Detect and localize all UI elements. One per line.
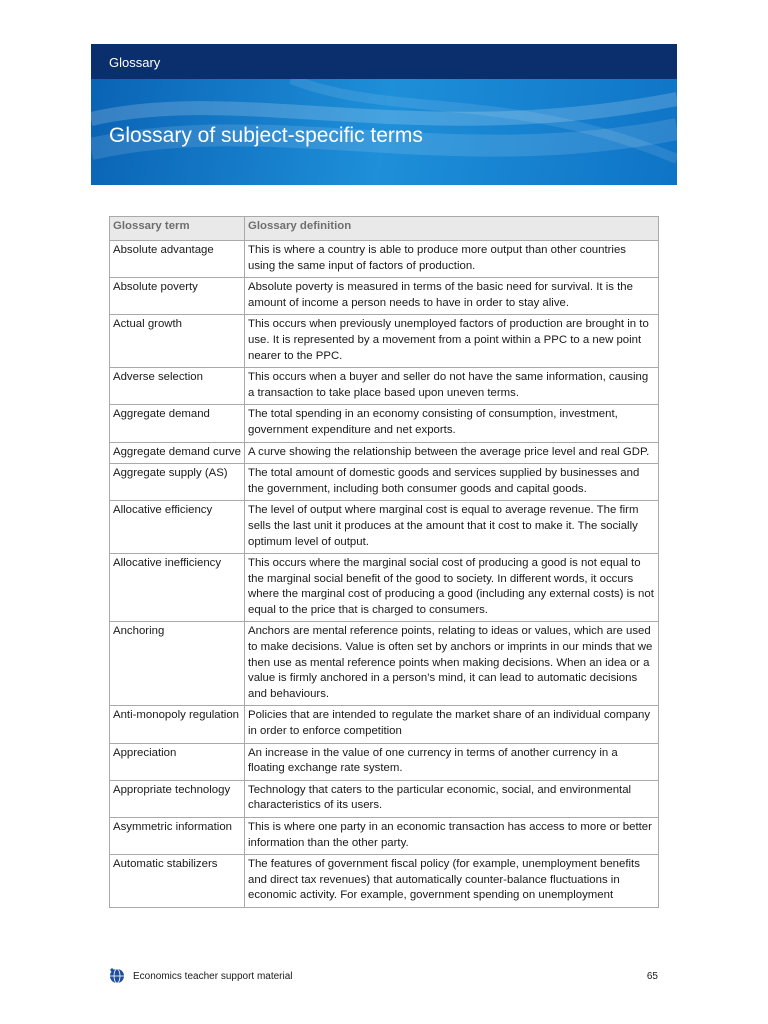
glossary-term-cell: Appreciation — [110, 743, 245, 780]
glossary-term-cell: Absolute advantage — [110, 241, 245, 278]
glossary-definition-cell: A curve showing the relationship between the average price level and real GDP. — [245, 442, 659, 464]
glossary-term-cell: Asymmetric information — [110, 818, 245, 855]
table-row — [110, 501, 659, 554]
table-row — [110, 706, 659, 743]
glossary-definition-cell: The total spending in an economy consisting of consumption, investment, government expenditure and net exports. — [245, 405, 659, 442]
table-row — [110, 554, 659, 622]
glossary-table — [109, 216, 659, 908]
glossary-definition-cell: The level of output where marginal cost is equal to average revenue. The firm sells the last unit it produces at the amount that it cost to make it. The socially optimum level of output. — [245, 501, 659, 554]
footer-title: Economics teacher support material — [133, 971, 293, 982]
glossary-definition-cell: This occurs when a buyer and seller do not have the same information, causing a transaction to take place based upon uneven terms. — [245, 368, 659, 405]
glossary-body — [110, 241, 659, 908]
table-row — [110, 780, 659, 817]
table-row — [110, 368, 659, 405]
table-row — [110, 622, 659, 706]
glossary-definition-cell: Policies that are intended to regulate the market share of an individual company in order to enforce competition — [245, 706, 659, 743]
glossary-term-cell: Aggregate supply (AS) — [110, 464, 245, 501]
glossary-term-cell: Automatic stabilizers — [110, 855, 245, 908]
glossary-term-cell: Appropriate technology — [110, 780, 245, 817]
glossary-definition-cell: This occurs when previously unemployed factors of production are brought in to use. It is represented by a movement from a point within a PPC to a new point nearer to the PPC. — [245, 315, 659, 368]
glossary-definition-cell: This is where one party in an economic transaction has access to more or better information than the other party. — [245, 818, 659, 855]
column-header-term: Glossary term — [110, 217, 245, 241]
column-header-definition: Glossary definition — [245, 217, 659, 241]
page-footer — [108, 966, 658, 986]
glossary-definition-cell: The total amount of domestic goods and services supplied by businesses and the government, including both consumer goods and capital goods. — [245, 464, 659, 501]
glossary-term-cell: Adverse selection — [110, 368, 245, 405]
glossary-definition-cell: This is where a country is able to produce more output than other countries using the same input of factors of production. — [245, 241, 659, 278]
glossary-definition-cell: Anchors are mental reference points, relating to ideas or values, which are used to make decisions. Value is often set by anchors or imprints in our minds that we then use as mental reference points when making decisions. When an idea or a value is firmly anchored in a person’s mind, it can lead to automatic decisions and behaviours. — [245, 622, 659, 706]
table-row — [110, 315, 659, 368]
table-row — [110, 442, 659, 464]
table-row — [110, 278, 659, 315]
table-row — [110, 855, 659, 908]
table-row — [110, 818, 659, 855]
table-row — [110, 743, 659, 780]
glossary-definition-cell: Absolute poverty is measured in terms of the basic need for survival. It is the amount of income a person needs to have in order to stay alive. — [245, 278, 659, 315]
glossary-definition-cell: Technology that caters to the particular economic, social, and environmental characteristics of its users. — [245, 780, 659, 817]
table-header-row — [110, 217, 659, 241]
glossary-term-cell: Allocative efficiency — [110, 501, 245, 554]
page-title: Glossary of subject-specific terms — [109, 124, 423, 147]
glossary-term-cell: Aggregate demand — [110, 405, 245, 442]
page-number: 65 — [646, 971, 658, 982]
glossary-definition-cell: The features of government fiscal policy (for example, unemployment benefits and direct tax revenues) that automatically counter-balance fluctuations in economic activity. For example, government spending on unemployment — [245, 855, 659, 908]
table-row — [110, 241, 659, 278]
glossary-term-cell: Aggregate demand curve — [110, 442, 245, 464]
glossary-term-cell: Anchoring — [110, 622, 245, 706]
glossary-term-cell: Anti-monopoly regulation — [110, 706, 245, 743]
glossary-definition-cell: An increase in the value of one currency in terms of another currency in a floating exchange rate system. — [245, 743, 659, 780]
glossary-term-cell: Actual growth — [110, 315, 245, 368]
glossary-term-cell: Absolute poverty — [110, 278, 245, 315]
table-row — [110, 464, 659, 501]
section-label: Glossary — [109, 55, 161, 70]
glossary-term-cell: Allocative inefficiency — [110, 554, 245, 622]
table-row — [110, 405, 659, 442]
ib-globe-logo-icon — [108, 966, 126, 984]
glossary-definition-cell: This occurs where the marginal social cost of producing a good is not equal to the marginal social benefit of the good to society. In different words, it occurs where the marginal cost of producing a good (including any external costs) is not equal to the price that is charged to consumers. — [245, 554, 659, 622]
